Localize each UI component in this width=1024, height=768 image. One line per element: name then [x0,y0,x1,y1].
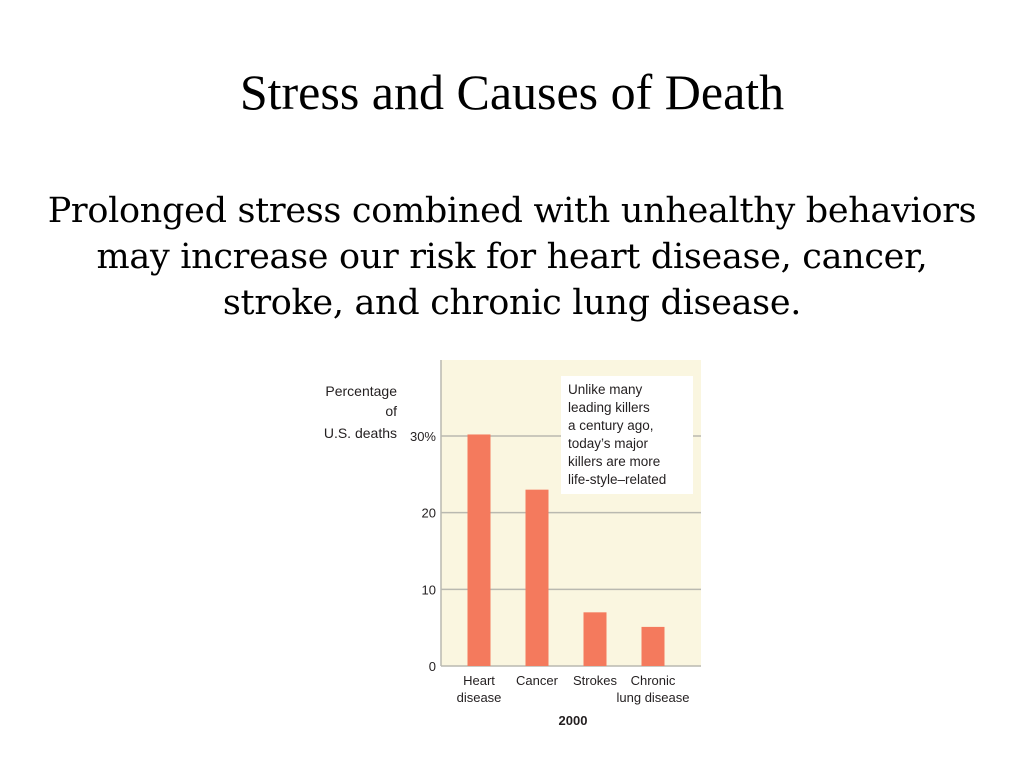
annotation-text-line: leading killers [568,400,650,415]
y-axis-label-line: of [385,403,397,419]
annotation-text-line: today’s major [568,436,649,451]
y-tick-label: 0 [428,659,436,674]
x-tick-label-strokes: Strokes [572,673,618,688]
bar-chronic-lung-disease [642,627,665,666]
bar-cancer [526,490,549,666]
y-axis-label-line: Percentage [325,383,397,399]
annotation-text-line: a century ago, [568,418,654,433]
y-axis-label-line: U.S. deaths [323,425,397,441]
cause-of-death-chart [300,350,710,740]
slide-body-text: Prolonged stress combined with unhealthy behaviors may increase our risk for heart disease, cancer, stroke, and chronic lung disease. [47,191,977,323]
bar-heart-disease [468,434,491,666]
x-tick-label-chronic-lung-disease: lung disease [616,690,690,705]
slide-title: Stress and Causes of Death [239,64,785,120]
x-axis-label: 2000 [558,713,588,728]
annotation-text-line: Unlike many [568,382,643,397]
y-tick-label: 20 [421,505,436,521]
bar-strokes [584,612,607,666]
y-tick-label: 30% [409,429,436,444]
x-tick-label-heart-disease: Heart [463,673,495,688]
x-tick-label-cancer: Cancer [516,673,558,688]
x-tick-label-chronic-lung-disease: Chronic [630,673,676,688]
x-tick-label-heart-disease: disease [456,690,502,705]
y-tick-label: 10 [421,582,436,598]
annotation-text-line: life-style–related [568,472,667,487]
annotation-text-line: killers are more [568,454,661,469]
